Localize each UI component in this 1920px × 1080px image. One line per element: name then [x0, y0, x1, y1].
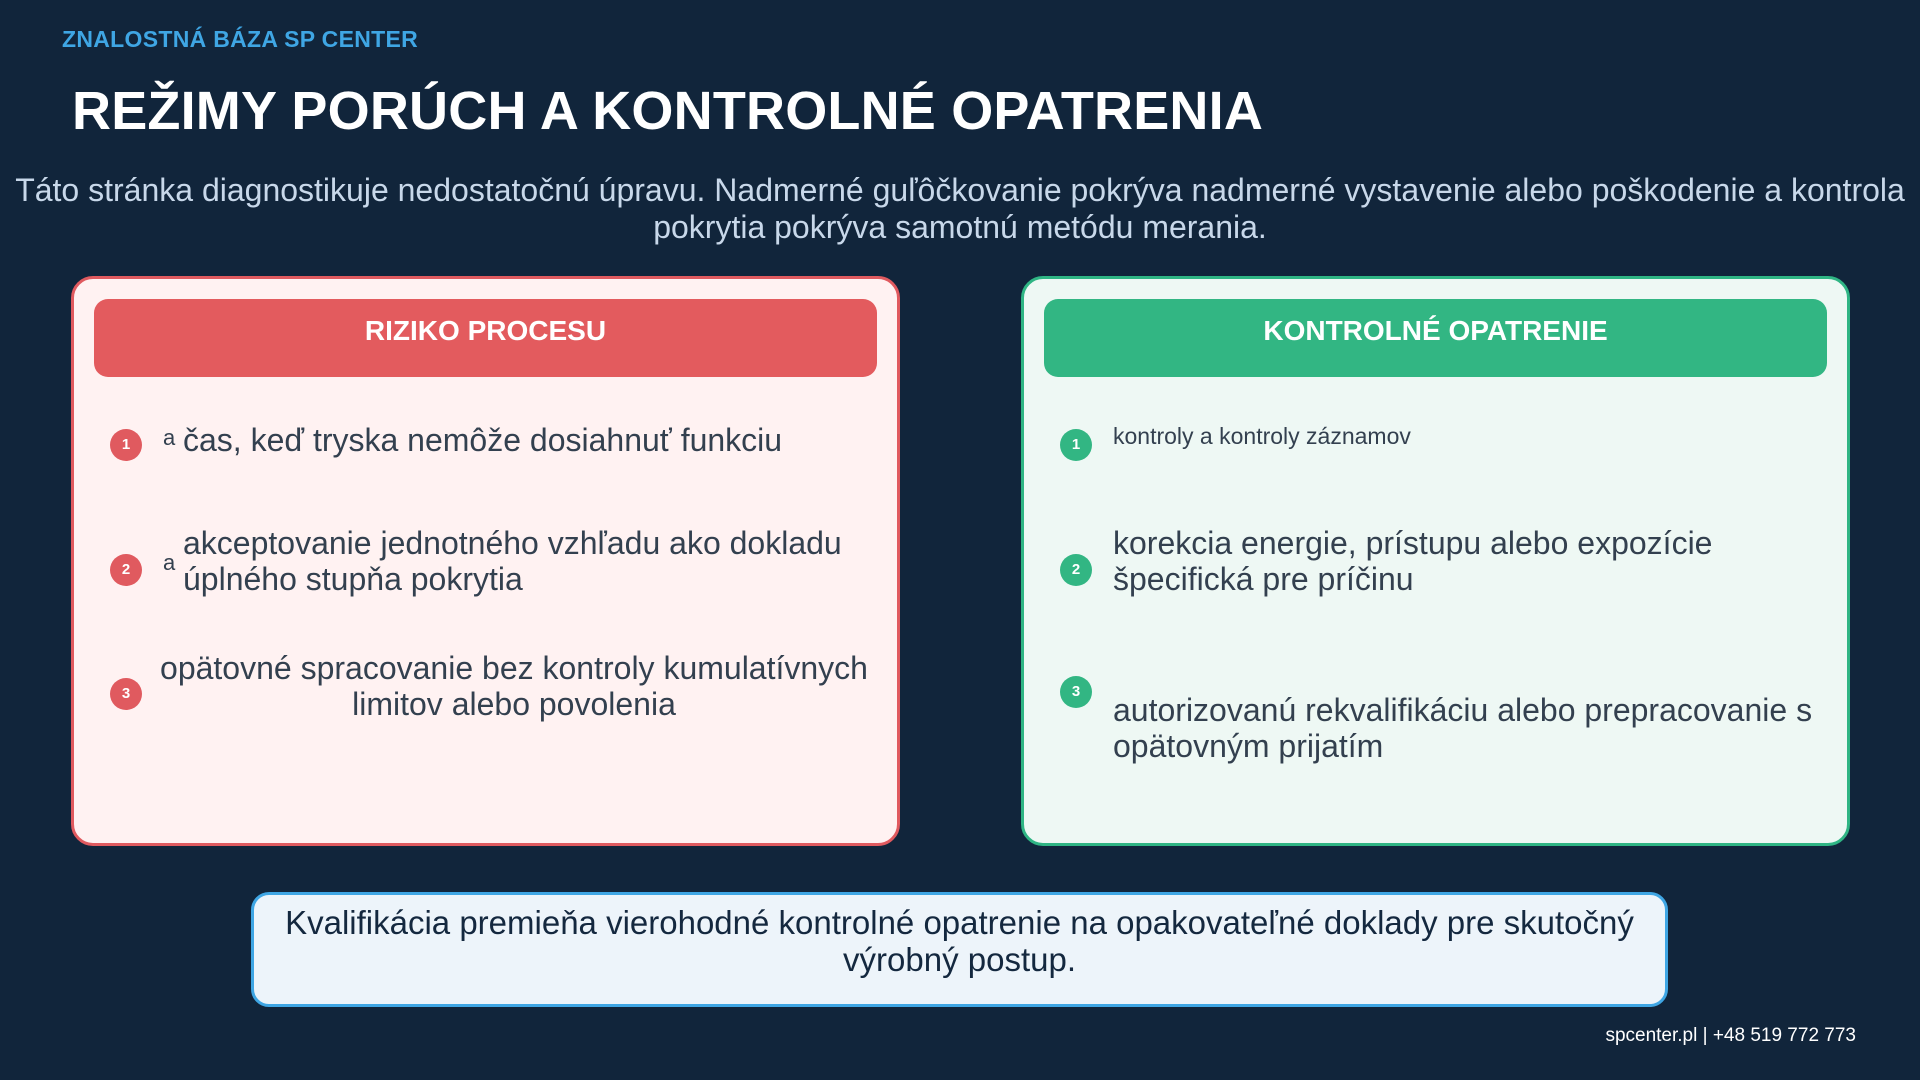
risk-card-heading: RIZIKO PROCESU [94, 299, 877, 377]
control-item-number: 2 [1060, 554, 1092, 586]
risk-item-number: 2 [110, 554, 142, 586]
control-item-number: 3 [1060, 676, 1092, 708]
risk-item-number: 1 [110, 429, 142, 461]
control-item-number: 1 [1060, 429, 1092, 461]
risk-item-prefix: a [163, 425, 176, 450]
risk-card [71, 276, 900, 846]
page-subtitle: Táto stránka diagnostikuje nedostatočnú úpravu. Nadmerné guľôčkovanie pokrýva nadmerné vystavenie alebo poškodenie a kontrola pokrytia pokrýva samotnú metódu merania. [15, 172, 1905, 245]
control-item-text: korekcia energie, prístupu alebo expozície špecifická pre príčinu [1113, 525, 1713, 597]
page-title: REŽIMY PORÚCH A KONTROLNÉ OPATRENIA [72, 81, 1264, 141]
summary-statement: Kvalifikácia premieňa vierohodné kontrolné opatrenie na opakovateľné doklady pre skutočný výrobný postup. [251, 892, 1668, 1007]
risk-item-text: čas, keď tryska nemôže dosiahnuť funkciu [183, 422, 783, 458]
risk-item-text: akceptovanie jednotného vzhľadu ako dokladu úplného stupňa pokrytia [183, 525, 842, 597]
contact-info: spcenter.pl | +48 519 772 773 [1605, 1025, 1856, 1046]
control-item-text: kontroly a kontroly záznamov [1113, 423, 1411, 449]
control-card [1021, 276, 1850, 846]
risk-item-text: opätovné spracovanie bez kontroly kumulatívnych limitov alebo povolenia [160, 650, 868, 722]
control-item-text: autorizovanú rekvalifikáciu alebo prepracovanie s opätovným prijatím [1113, 692, 1813, 764]
control-card-heading: KONTROLNÉ OPATRENIE [1044, 299, 1827, 377]
risk-item-number: 3 [110, 678, 142, 710]
risk-item-prefix: a [163, 550, 176, 575]
kicker-label: ZNALOSTNÁ BÁZA SP CENTER [62, 26, 419, 52]
